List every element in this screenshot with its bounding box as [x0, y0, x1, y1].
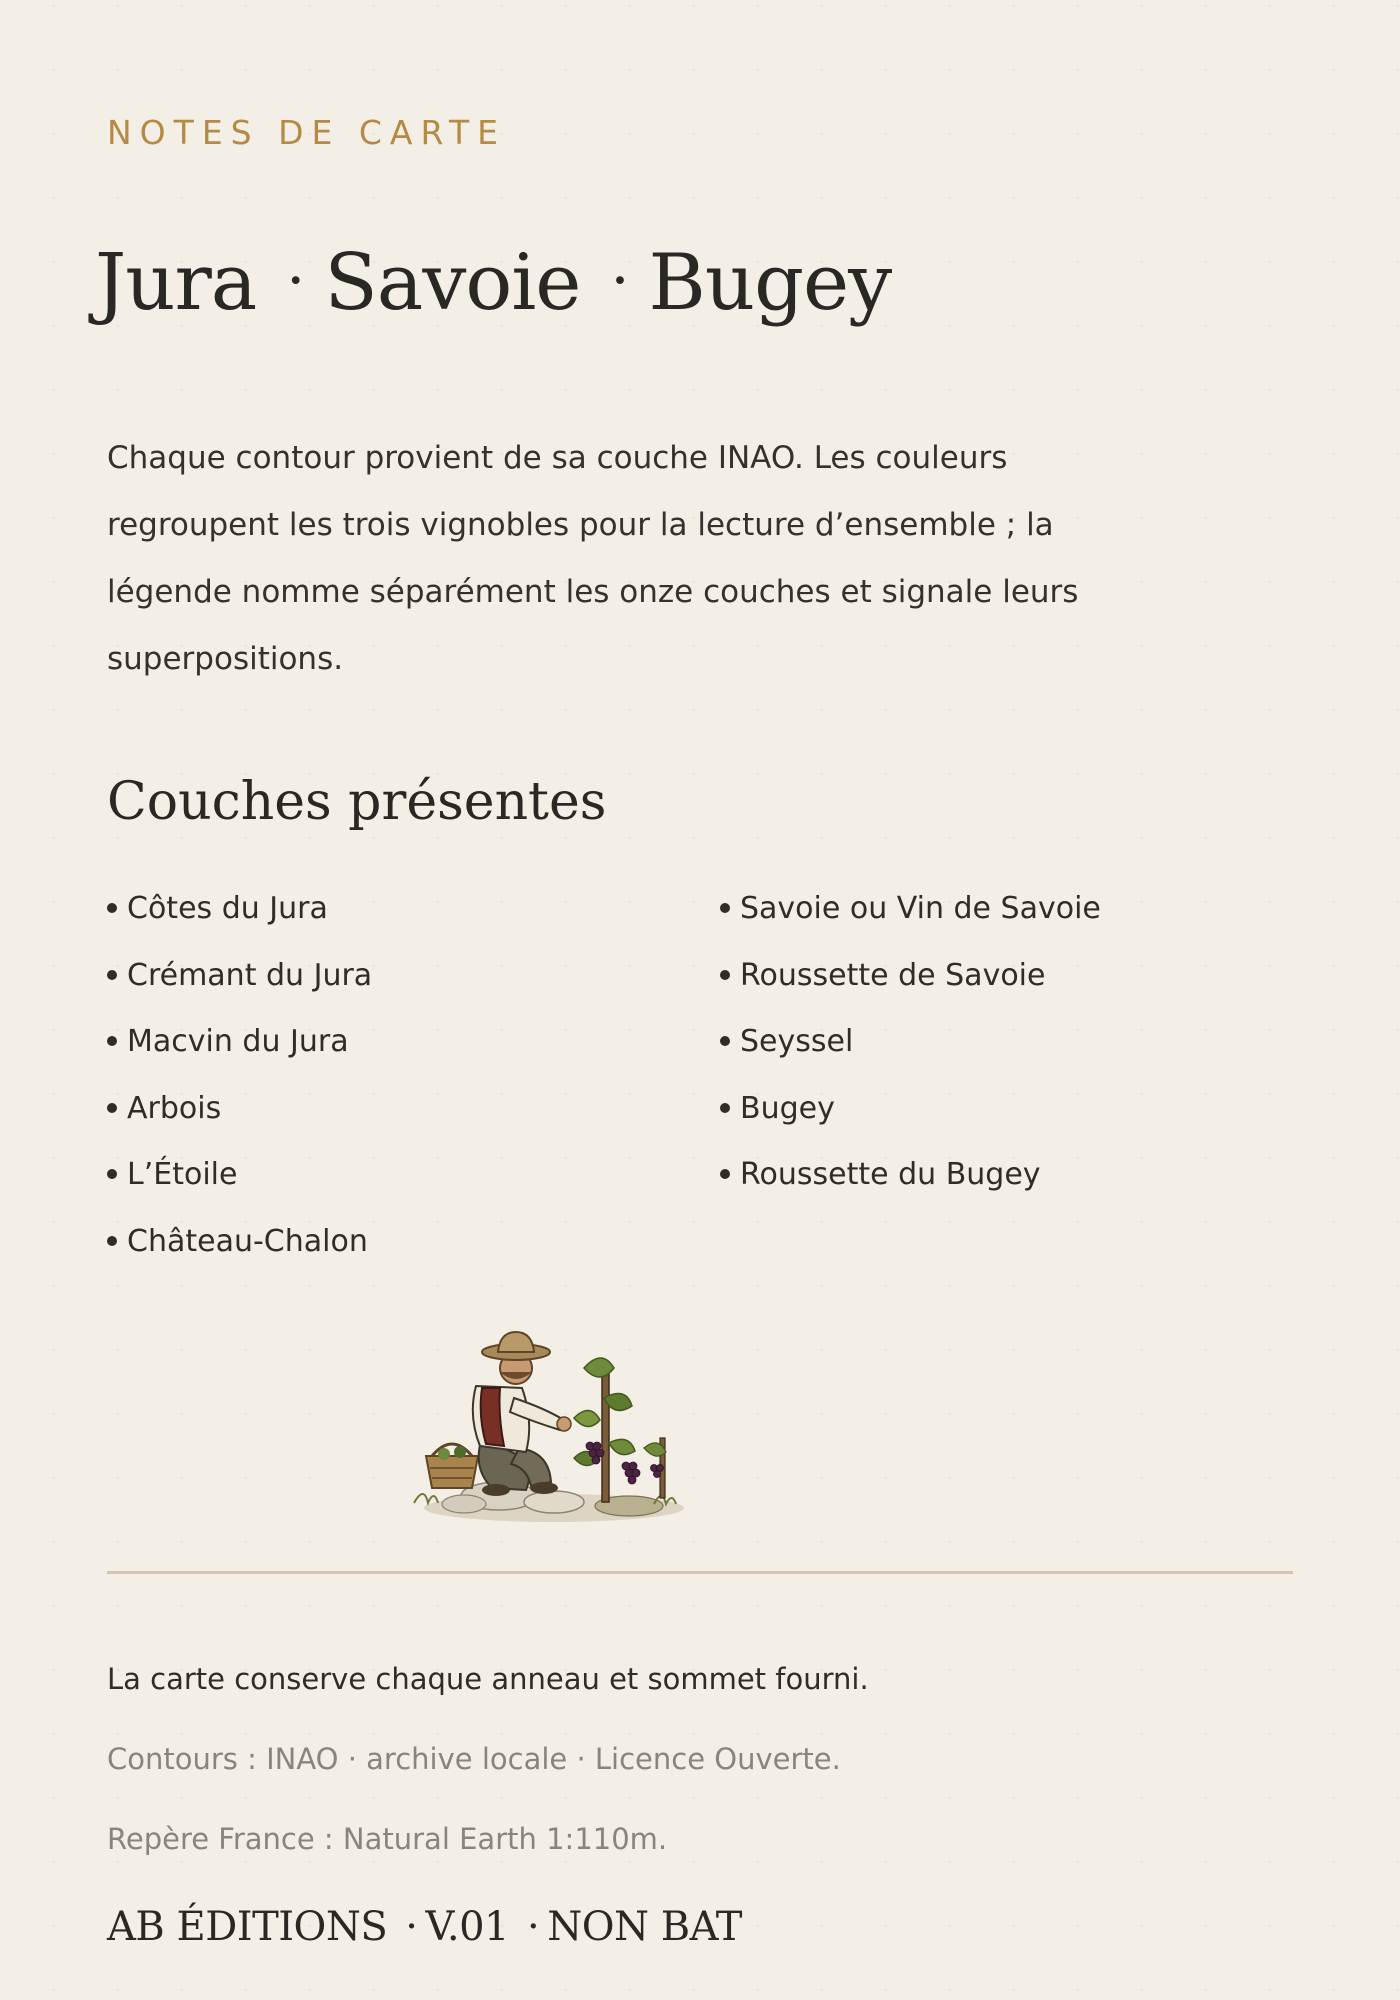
note-preservation: La carte conserve chaque anneau et sommet fourni.: [107, 1662, 869, 1696]
title-part-bugey: Bugey: [648, 238, 892, 328]
title-part-savoie: Savoie: [324, 238, 581, 328]
layers-heading: Couches présentes: [107, 772, 607, 832]
list-item: Crémant du Jura: [107, 949, 372, 1016]
note-reference: Repère France : Natural Earth 1:110m.: [107, 1822, 668, 1856]
eyebrow-label: NOTES DE CARTE: [107, 113, 507, 152]
list-item: L’Étoile: [107, 1148, 372, 1215]
intro-paragraph: Chaque contour provient de sa couche INAO. Les couleurs regroupent les trois vignobles pour la lecture d’ensemble ; la légende nomme séparément les onze couches et signale leurs superpositions.: [107, 440, 1079, 677]
imprint: [107, 1904, 742, 1950]
bullet-icon: [107, 1036, 117, 1046]
list-item: Château-Chalon: [107, 1215, 372, 1282]
list-item: Roussette de Savoie: [720, 949, 1101, 1016]
list-item: Macvin du Jura: [107, 1015, 372, 1082]
layers-list-right: [720, 882, 1101, 1215]
layers-list-left: [107, 882, 372, 1282]
list-item: Arbois: [107, 1082, 372, 1149]
imprint-version: V.01: [425, 1904, 509, 1950]
list-item: Roussette du Bugey: [720, 1148, 1101, 1215]
bullet-icon: [720, 1169, 730, 1179]
bullet-icon: [720, 970, 730, 980]
imprint-separator: ·: [405, 1904, 418, 1950]
list-item: Savoie ou Vin de Savoie: [720, 882, 1101, 949]
title-separator: ·: [286, 246, 305, 316]
list-item: Bugey: [720, 1082, 1101, 1149]
title-part-jura: Jura: [95, 238, 257, 328]
note-sources: Contours : INAO · archive locale · Licence Ouverte.: [107, 1742, 841, 1776]
bullet-icon: [107, 970, 117, 980]
bullet-icon: [107, 903, 117, 913]
page-title: [95, 238, 891, 328]
list-item: Seyssel: [720, 1015, 1101, 1082]
imprint-separator: ·: [526, 1904, 540, 1950]
vineyard-worker-illustration: [404, 1328, 694, 1528]
bullet-icon: [107, 1236, 117, 1246]
list-item: Côtes du Jura: [107, 882, 372, 949]
imprint-publisher: AB ÉDITIONS: [107, 1904, 388, 1950]
bullet-icon: [107, 1169, 117, 1179]
imprint-status: NON BAT: [547, 1904, 742, 1950]
divider: [107, 1571, 1293, 1574]
bullet-icon: [720, 1103, 730, 1113]
title-separator: ·: [610, 246, 629, 316]
bullet-icon: [107, 1103, 117, 1113]
bullet-icon: [720, 903, 730, 913]
bullet-icon: [720, 1036, 730, 1046]
